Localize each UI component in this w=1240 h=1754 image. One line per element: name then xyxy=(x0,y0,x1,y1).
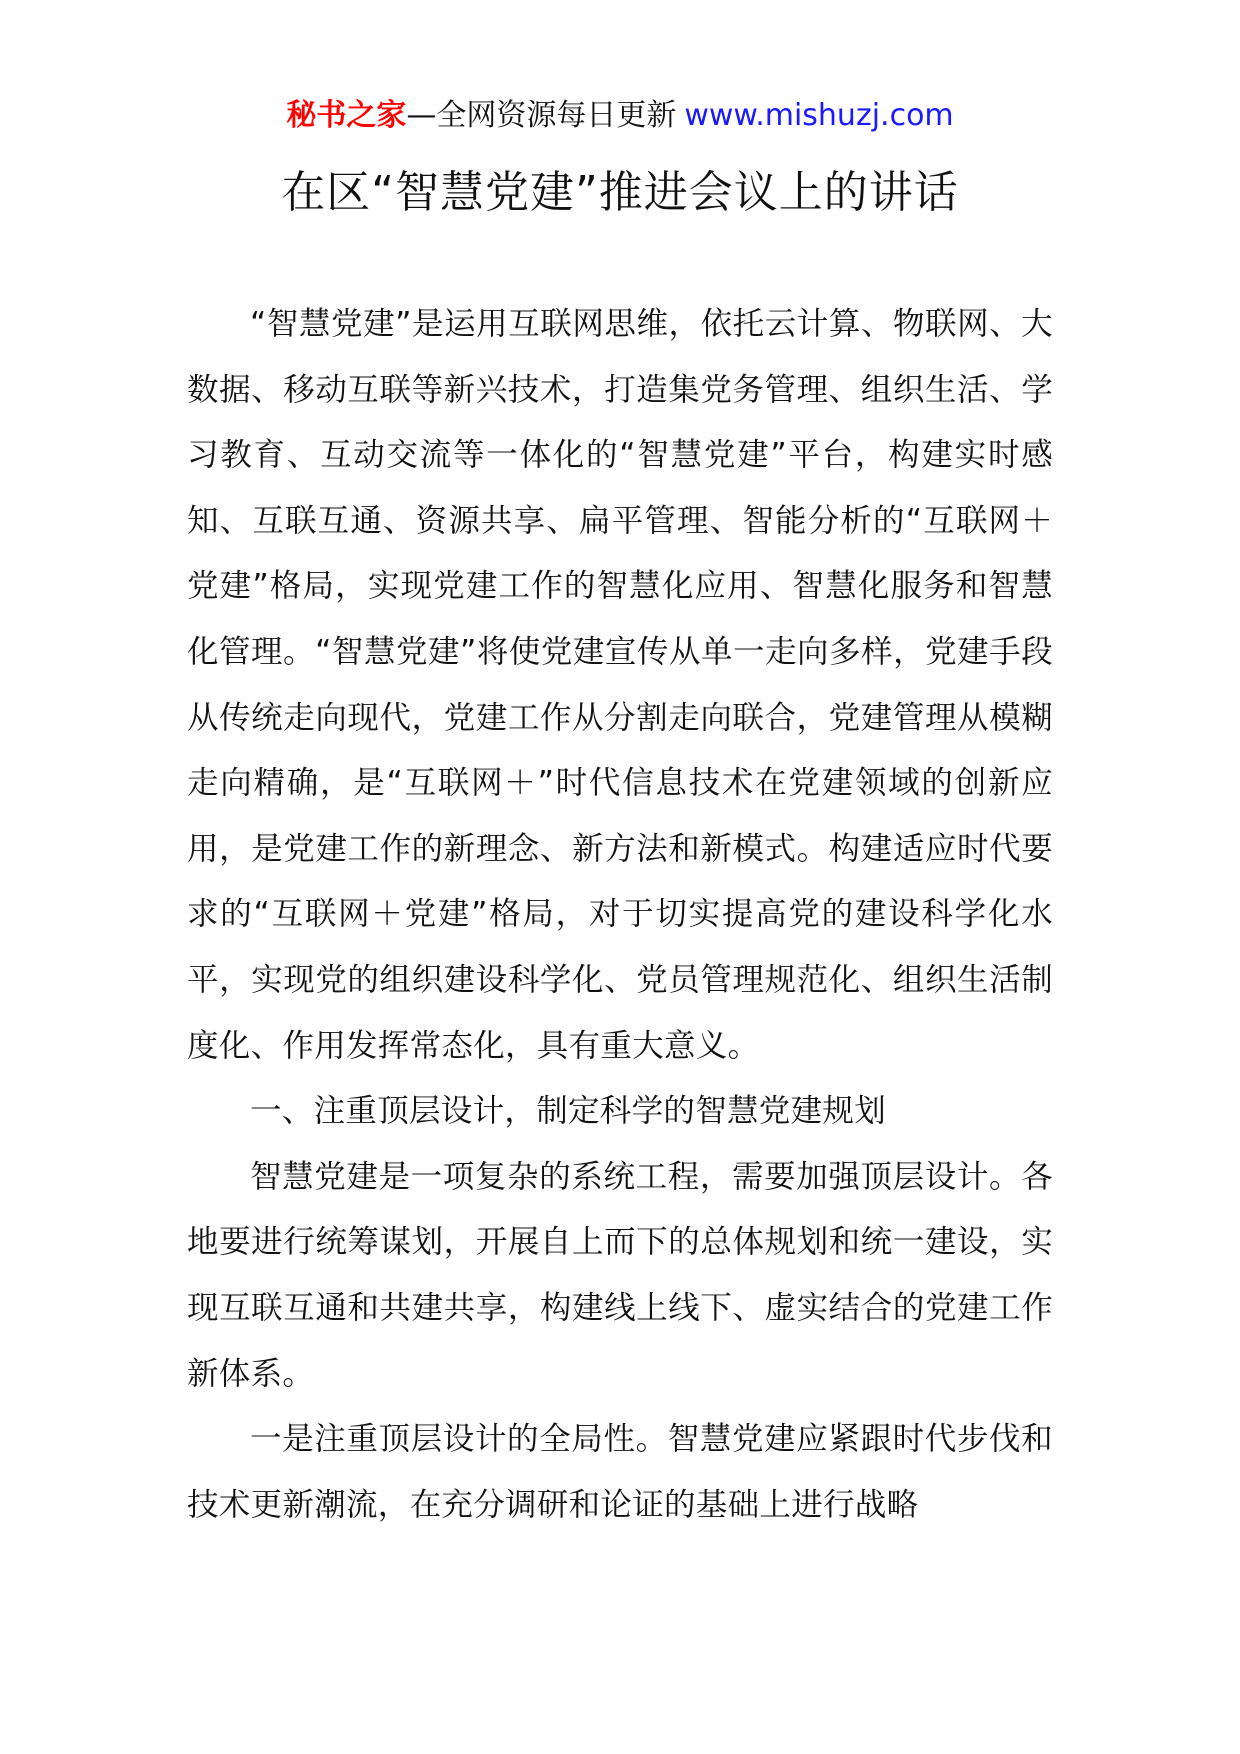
site-url-link[interactable]: www.mishuzj.com xyxy=(684,98,954,133)
paragraph-intro: “智慧党建”是运用互联网思维，依托云计算、物联网、大数据、移动互联等新兴技术，打造集党务管理、组织生活、学习教育、互动交流等一体化的“智慧党建”平台，构建实时感知、互联互通、资源共享、扁平管理、智能分析的“互联网＋党建”格局，实现党建工作的智慧化应用、智慧化服务和智慧化管理。“智慧党建”将使党建宣传从单一走向多样，党建手段从传统走向现代，党建工作从分割走向联合，党建管理从模糊走向精确，是“互联网＋”时代信息技术在党建领域的创新应用，是党建工作的新理念、新方法和新模式。构建适应时代要求的“互联网＋党建”格局，对于切实提高党的建设科学化水平，实现党的组织建设科学化、党员管理规范化、组织生活制度化、作用发挥常态化，具有重大意义。 xyxy=(187,306,1053,1064)
document-title: 在区“智慧党建”推进会议上的讲话 xyxy=(281,167,959,218)
site-header xyxy=(0,96,1240,136)
brand-name: 秘书之家 xyxy=(286,98,407,133)
header-tagline: —全网资源每日更新 xyxy=(406,98,677,133)
section-heading-1: 一、注重顶层设计，制定科学的智慧党建规划 xyxy=(250,1093,887,1130)
document-body xyxy=(187,292,1053,1538)
paragraph-section-1: 智慧党建是一项复杂的系统工程，需要加强顶层设计。各地要进行统筹谋划，开展自上而下的总体规划和统一建设，实现互联互通和共建共享，构建线上线下、虚实结合的党建工作新体系。 xyxy=(187,1158,1053,1392)
paragraph-point-1: 一是注重顶层设计的全局性。智慧党建应紧跟时代步伐和技术更新潮流，在充分调研和论证的基础上进行战略 xyxy=(187,1421,1053,1523)
